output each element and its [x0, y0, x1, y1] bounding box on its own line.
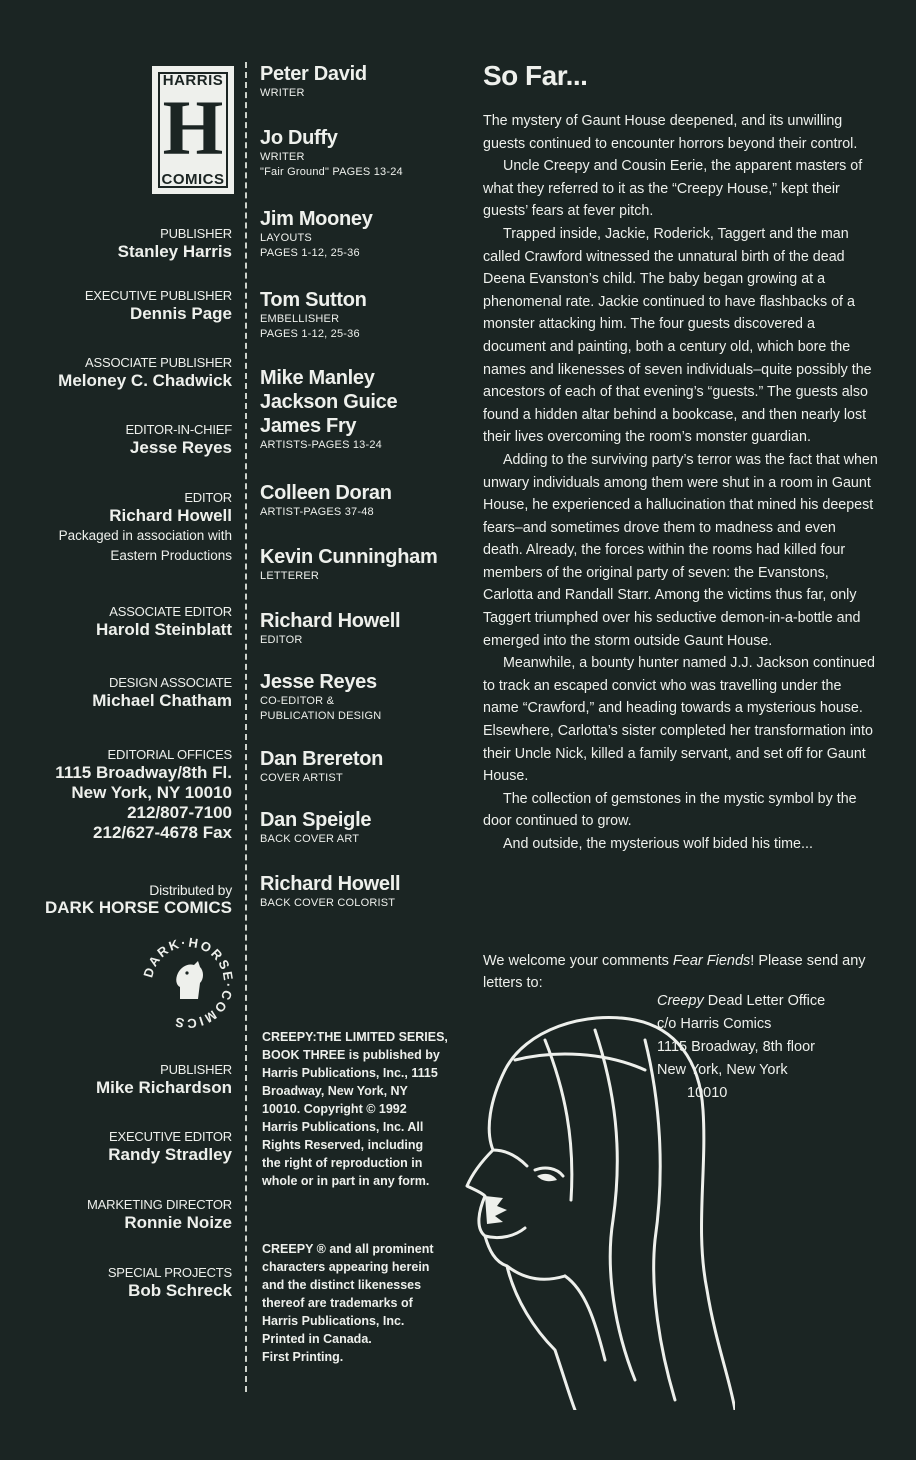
- address-line: 1115 Broadway, 8th floor: [657, 1039, 815, 1055]
- story-paragraph: Meanwhile, a bounty hunter named J.J. Jackson continued to track an escaped convict who was travelling under the name “Crawford,” and heading towards a mysterious house. Elsewhere, Carlotta’s sister completed her transformation into their Uncle Nick, killed a family servant, and set off for Gaunt House.: [483, 655, 875, 785]
- credit-role: LAYOUTS: [260, 232, 312, 244]
- staff-role: PUBLISHER: [160, 1062, 232, 1077]
- letters-invite-text: We welcome your comments: [483, 953, 673, 969]
- staff-role: EDITOR: [184, 490, 232, 505]
- staff-name: Michael Chatham: [92, 691, 232, 710]
- sofar-title: So Far...: [483, 60, 588, 91]
- story-paragraph: Trapped inside, Jackie, Roderick, Taggert and the man called Crawford witnessed the unnatural birth of the dead Deena Evanston’s child. The baby began growing at a phenomenal rate. Jackie continued to have flashbacks of a monster attacking him. The four guests discovered a document and painting, both a century old, which bore the names and likenesses of seven individuals–quite possibly the ancestors of each of that evening’s “guests.” The guests also found a hidden altar behind a bookcase, and then nearly lost their lives overcoming the room’s monster guardian.: [483, 225, 872, 446]
- legal-line: characters appearing herein: [262, 1260, 430, 1274]
- staff-associate-publisher: [20, 355, 232, 391]
- staff-marketing-director: [20, 1197, 232, 1233]
- credit-name: Richard Howell: [260, 873, 401, 895]
- harris-comics-logo: [152, 66, 234, 194]
- legal-line: Harris Publications, Inc., 1115: [262, 1066, 438, 1080]
- credit-back-cover-art: [260, 808, 455, 847]
- staff-name: Meloney C. Chadwick: [58, 371, 232, 390]
- credit-name: Colleen Doran: [260, 482, 392, 504]
- staff-executive-editor: [20, 1129, 232, 1165]
- column-divider: [245, 62, 247, 1392]
- staff-publisher: [20, 226, 232, 262]
- logo-top-text: HARRIS: [162, 72, 224, 89]
- address-line: [657, 990, 897, 1013]
- staff-editorial-offices: [20, 747, 232, 843]
- staff-role: MARKETING DIRECTOR: [87, 1197, 232, 1212]
- credit-name: Jesse Reyes: [260, 671, 377, 693]
- legal-copyright: [262, 1028, 462, 1190]
- staff-role: ASSOCIATE EDITOR: [109, 604, 232, 619]
- credit-role: EDITOR: [260, 634, 303, 646]
- credit-role: EMBELLISHER: [260, 313, 340, 325]
- staff-name: Stanley Harris: [117, 242, 232, 261]
- story-paragraph: And outside, the mysterious wolf bided his time...: [503, 836, 813, 852]
- legal-line: First Printing.: [262, 1350, 344, 1364]
- staff-role: PUBLISHER: [160, 226, 232, 241]
- credit-role: CO-EDITOR &: [260, 695, 335, 707]
- staff-name: Mike Richardson: [95, 1078, 232, 1097]
- legal-line: and the distinct likenesses: [262, 1278, 422, 1292]
- credit-name: Peter David: [260, 63, 367, 85]
- credit-role: BACK COVER ART: [260, 833, 360, 845]
- legal-line: Broadway, New York, NY: [262, 1084, 408, 1098]
- credit-name: James Fry: [260, 415, 357, 437]
- legal-line: CREEPY:THE LIMITED SERIES,: [262, 1030, 448, 1044]
- staff-editor: [20, 490, 232, 566]
- legal-line: Harris Publications, Inc.: [262, 1314, 405, 1328]
- credit-name: Jackson Guice: [260, 391, 398, 413]
- legal-line: thereof are trademarks of: [262, 1296, 413, 1310]
- staff-distributor: [20, 882, 232, 918]
- credit-artist-2: [260, 481, 455, 520]
- credit-name: Mike Manley: [260, 367, 375, 389]
- legal-trademark: [262, 1240, 462, 1366]
- staff-editor-in-chief: [20, 422, 232, 458]
- credit-role: WRITER: [260, 151, 305, 163]
- dark-horse-logo: [140, 935, 236, 1031]
- credit-role: BACK COVER COLORIST: [260, 897, 396, 909]
- credit-name: Jim Mooney: [260, 208, 373, 230]
- staff-role: DESIGN ASSOCIATE: [109, 675, 232, 690]
- story-paragraph: The collection of gemstones in the mystic symbol by the door continued to grow.: [483, 790, 857, 830]
- credit-role-detail: PUBLICATION DESIGN: [260, 710, 382, 722]
- staff-special-projects: [20, 1265, 232, 1301]
- credit-name: Richard Howell: [260, 610, 401, 632]
- credit-role: COVER ARTIST: [260, 772, 343, 784]
- staff-name: Richard Howell: [109, 506, 232, 525]
- staff-name: Harold Steinblatt: [95, 620, 232, 639]
- credit-name: Tom Sutton: [260, 289, 367, 311]
- staff-name: DARK HORSE COMICS: [44, 898, 232, 917]
- logo-bottom-text: COMICS: [161, 171, 225, 188]
- staff-name: Dennis Page: [129, 304, 232, 323]
- credit-embellisher: [260, 288, 455, 342]
- letters-invite-title: Fear Fiends: [672, 953, 751, 969]
- legal-line: the right of reproduction in: [262, 1156, 423, 1170]
- letters-address: [657, 990, 897, 1105]
- office-address-line: 1115 Broadway/8th Fl.: [55, 763, 232, 782]
- credit-writer-1: [260, 62, 455, 101]
- office-address-line: New York, NY 10010: [71, 783, 232, 802]
- office-phone: 212/807-7100: [127, 803, 232, 822]
- staff-design-associate: [20, 675, 232, 711]
- story-paragraph: The mystery of Gaunt House deepened, and its unwilling guests continued to encounter horrors beyond their control.: [483, 113, 858, 152]
- credit-role: ARTIST-PAGES 37-48: [260, 506, 374, 518]
- credit-writer-2: [260, 126, 455, 180]
- story-paragraph: Uncle Creepy and Cousin Eerie, the apparent masters of what they referred to it as the “Creepy House,” kept their guests’ fears at fever pitch.: [483, 158, 863, 220]
- logo-letter: H: [162, 84, 224, 171]
- credit-name: Dan Speigle: [260, 809, 372, 831]
- credit-name: Dan Brereton: [260, 748, 384, 770]
- credit-co-editor: [260, 670, 455, 724]
- credit-artists: [260, 366, 455, 453]
- staff-name: Ronnie Noize: [124, 1213, 232, 1232]
- staff-name: Jesse Reyes: [129, 438, 232, 457]
- credit-role: ARTISTS-PAGES 13-24: [260, 439, 382, 451]
- office-fax: 212/627-4678 Fax: [93, 823, 232, 842]
- credit-layouts: [260, 207, 455, 261]
- credit-role-detail: "Fair Ground" PAGES 13-24: [260, 166, 403, 178]
- credit-back-cover-colorist: [260, 872, 455, 911]
- credit-role-detail: PAGES 1-12, 25-36: [260, 247, 360, 259]
- credit-cover-artist: [260, 747, 455, 786]
- credit-name: Kevin Cunningham: [260, 546, 438, 568]
- staff-role: EXECUTIVE PUBLISHER: [84, 288, 232, 303]
- staff-name: Bob Schreck: [128, 1281, 232, 1300]
- staff-note: Packaged in association with: [58, 528, 232, 543]
- staff-role: SPECIAL PROJECTS: [107, 1265, 232, 1280]
- credit-role: WRITER: [260, 87, 305, 99]
- credit-role-detail: PAGES 1-12, 25-36: [260, 328, 360, 340]
- staff-note: Eastern Productions: [110, 548, 232, 563]
- credit-role: LETTERER: [260, 570, 320, 582]
- staff-associate-editor: [20, 604, 232, 640]
- staff-name: Randy Stradley: [108, 1145, 232, 1164]
- staff-role: Distributed by: [149, 882, 232, 898]
- staff-role: ASSOCIATE PUBLISHER: [85, 355, 232, 370]
- credit-name: Jo Duffy: [260, 127, 338, 149]
- sofar-story: [483, 110, 879, 856]
- address-line: 10010: [687, 1085, 728, 1101]
- legal-line: 10010. Copyright © 1992: [262, 1102, 407, 1116]
- letters-invite: [483, 950, 883, 994]
- letters-invite-text: ! Please send any letters to:: [483, 953, 866, 991]
- legal-line: BOOK THREE is published by: [262, 1048, 440, 1062]
- legal-line: Harris Publications, Inc. All: [262, 1120, 424, 1134]
- staff-executive-publisher: [20, 288, 232, 324]
- address-line: New York, New York: [657, 1062, 788, 1078]
- address-line: c/o Harris Comics: [657, 1016, 772, 1032]
- legal-line: Rights Reserved, including: [262, 1138, 424, 1152]
- credit-letterer: [260, 545, 455, 584]
- staff-role: EXECUTIVE EDITOR: [109, 1129, 232, 1144]
- legal-line: CREEPY ® and all prominent: [262, 1242, 434, 1256]
- dark-horse-ring-text: DARK·HORSE·COMICS: [140, 935, 236, 1031]
- story-paragraph: Adding to the surviving party’s terror was the fact that when unwary individuals among them were shut in a room in Gaunt House, he experienced a hallucination that mined his deepest fears–and sometimes drove them to madness and even death. Already, the forces within the rooms had killed four members of the original party of seven: the Evanstons, Carlotta and Randall Starr. Among the victims thus far, only Taggert triumphed over his seductive demon-in-a-bottle and emerged into the storm outside Gaunt House.: [483, 451, 878, 649]
- legal-line: Printed in Canada.: [262, 1332, 372, 1346]
- staff-dh-publisher: [20, 1062, 232, 1098]
- staff-role: EDITORIAL OFFICES: [107, 747, 232, 762]
- legal-line: whole or in part in any form.: [262, 1174, 430, 1188]
- staff-role: EDITOR-IN-CHIEF: [125, 422, 232, 437]
- address-text: Dead Letter Office: [707, 993, 826, 1009]
- address-title: Creepy: [657, 993, 704, 1009]
- credit-editor: [260, 609, 455, 648]
